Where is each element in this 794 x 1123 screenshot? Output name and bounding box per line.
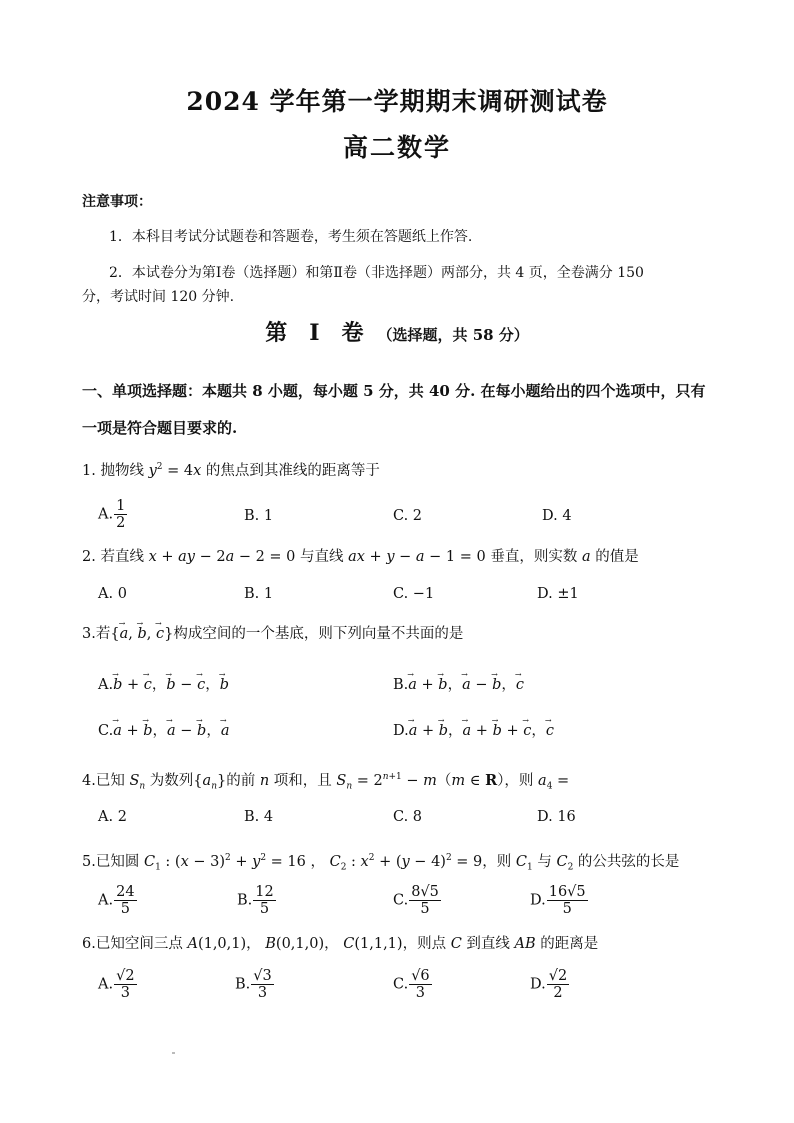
note-item-2: 2．本试卷分为第Ⅰ卷（选择题）和第Ⅱ卷（非选择题）两部分，共 4 页，全卷满分 150: [109, 265, 644, 281]
q1-a-label: A.: [98, 506, 114, 523]
q3-option-d: D.→ a + → b，→ a + → b + → c，→ c: [393, 721, 554, 741]
q5-a-num: 24: [116, 884, 135, 900]
q2-option-a: A. 0: [98, 586, 127, 602]
q6-a-frac: [114, 968, 136, 1001]
q6-a-label: A.: [98, 976, 114, 993]
q6-d-den: 2: [553, 985, 563, 1001]
q2-text-post: 垂直，则实数: [485, 549, 582, 565]
q5-text-post: ，则: [482, 853, 516, 870]
question-4: 4.已知 $S_n$ 为数列$\{a_n\}$的前 n 项和，且 $S_n = 2^{n+1} - m(m$ ∈ R），则 $a_4$ =: [82, 771, 570, 792]
q2-text-mid: 与直线: [295, 549, 349, 565]
scan-speck: [172, 1052, 175, 1054]
q4-text-mid2: 的前: [226, 772, 260, 789]
q6-b-den: 3: [257, 985, 268, 1001]
q5-b-den: 5: [259, 901, 270, 917]
notes-heading: 注意事项：: [82, 194, 152, 210]
q3-c-label: C.: [98, 723, 114, 739]
q3-text-post: 构成空间的一个基底，则下列向量不共面的是: [173, 626, 464, 642]
q6-b-frac: [251, 968, 273, 1001]
q4-text-mid1: 为数列: [145, 772, 194, 789]
q6-option-b: [235, 968, 274, 1001]
q6-option-a: [98, 968, 137, 1001]
q5-d-label: D.: [530, 892, 546, 909]
q5-d-frac: [547, 884, 588, 917]
q6-c-den: 3: [415, 985, 426, 1001]
question-5: 5.已知圆 $C_1$ : $(x - 3)^2 + y^2 = 16$ ， $C_2$ : $x^2 + (y - 4)^2 = 9$，则 $C_1$ 与 $C_2$ 的公共弦的长是: [82, 853, 680, 873]
q5-option-d: [530, 884, 588, 917]
q5-text-pre: 5.已知圆: [82, 853, 144, 870]
q1-a-num: 1: [116, 498, 126, 514]
question-2: 2. 若直线 x + ay − 2a − 2 = 0 与直线 ax + y − a − 1 = 0 垂直，则实数 a 的值是: [82, 549, 639, 565]
q5-text-post2: 的公共弦的长是: [573, 853, 680, 870]
part-instructions: 一、单项选择题：本题共 8 小题，每小题 5 分，共 40 分. 在每小题给出的四个选项中，只有: [82, 382, 706, 400]
q3-option-b: B.→ a + → b，→ a − → b，→ c: [393, 675, 524, 695]
q6-option-c: [393, 968, 432, 1001]
q3-b-label: B.: [393, 677, 409, 693]
q1-option-d: D. 4: [542, 508, 572, 524]
q6-c-frac: [409, 968, 431, 1001]
q4-option-d: D. 16: [537, 809, 576, 825]
q5-b-num: 12: [255, 884, 274, 900]
q2-text-pre: 2. 若直线: [82, 549, 149, 565]
section-title: [0, 320, 794, 346]
q6-c-label: C.: [393, 976, 409, 993]
note-item-2-cont: 分，考试时间 120 分钟.: [82, 289, 235, 305]
q5-b-label: B.: [237, 892, 253, 909]
q6-option-d: [530, 968, 569, 1001]
exam-title: 2024 学年第一学期期末调研测试卷: [186, 87, 608, 116]
q2-text-post2: 的值是: [590, 549, 639, 565]
q1-text-pre: 1. 抛物线: [82, 462, 149, 479]
q2-option-c: C. −1: [393, 586, 435, 602]
q5-option-a: [98, 884, 137, 917]
q6-a-num: √2: [116, 968, 135, 984]
q3-option-c: C.→ a + → b，→ a − → b，→ a: [98, 721, 230, 741]
q6-text-pre: 6.已知空间三点: [82, 936, 188, 952]
q1-a-den: 2: [116, 515, 126, 531]
section-subtitle: （选择题，共 58 分）: [377, 326, 529, 344]
q5-a-frac: [114, 884, 136, 917]
q5-c-label: C.: [393, 892, 409, 909]
q3-option-a: A.→ b + → c，→ b − → c，→ b: [98, 675, 229, 695]
q5-c-den: 5: [420, 901, 430, 917]
q6-b-num: √3: [253, 968, 272, 984]
q5-b-frac: [253, 884, 275, 917]
q6-text-post: ，则点: [402, 936, 451, 952]
q4-option-c: C. 8: [393, 809, 423, 825]
q6-d-label: D.: [530, 976, 546, 993]
q3-text-pre: 3.若: [82, 626, 111, 642]
question-1: 1. 抛物线 $y^2 = 4x$ 的焦点到其准线的距离等于: [82, 462, 380, 479]
q6-text-post3: 的距离是: [535, 936, 599, 952]
q6-c-num: √6: [411, 968, 430, 984]
q6-d-frac: [547, 968, 569, 1001]
q4-text-mid5: ），则: [497, 772, 539, 789]
q6-b-label: B.: [235, 976, 251, 993]
question-3: 3.若{→ a, → b, → c}构成空间的一个基底，则下列向量不共面的是: [82, 624, 463, 644]
q5-a-label: A.: [98, 892, 114, 909]
question-6: 6.已知空间三点 A(1,0,1)， B(0,1,0)， C(1,1,1)，则点 C 到直线 AB 的距离是: [82, 936, 599, 952]
q4-text-pre: 4.已知: [82, 772, 130, 789]
q1-option-b: B. 1: [244, 508, 274, 524]
q5-d-num: 16√5: [548, 884, 586, 900]
q6-a-den: 3: [120, 985, 130, 1001]
q5-d-den: 5: [562, 901, 572, 917]
q1-text-post: 的焦点到其准线的距离等于: [201, 462, 380, 479]
q4-text-mid4: （: [436, 772, 452, 789]
q4-option-a: A. 2: [98, 809, 127, 825]
q1-option-a: [98, 498, 127, 531]
q5-c-frac: [409, 884, 441, 917]
q4-text-mid3: 项和，且: [269, 772, 337, 789]
part-instructions-cont: 一项是符合题目要求的.: [82, 419, 238, 437]
q5-c-num: 8√5: [411, 884, 439, 900]
q6-text-post2: 到直线: [461, 936, 515, 952]
q5-option-c: [393, 884, 441, 917]
q5-option-b: [237, 884, 276, 917]
note-item-1: 1．本科目考试分试题卷和答题卷，考生须在答题纸上作答.: [109, 229, 473, 245]
q1-option-c: C. 2: [393, 508, 423, 524]
q4-option-b: B. 4: [244, 809, 274, 825]
q6-d-num: √2: [548, 968, 568, 984]
q3-a-label: A.: [98, 677, 114, 693]
exam-subject: 高二数学: [342, 133, 451, 162]
q3-d-label: D.: [393, 723, 409, 739]
q2-option-d: D. ±1: [537, 586, 579, 602]
q1-a-frac: [114, 498, 127, 531]
q2-option-b: B. 1: [244, 586, 274, 602]
section-name: 第 Ⅰ 卷: [265, 320, 364, 346]
q5-a-den: 5: [120, 901, 130, 917]
